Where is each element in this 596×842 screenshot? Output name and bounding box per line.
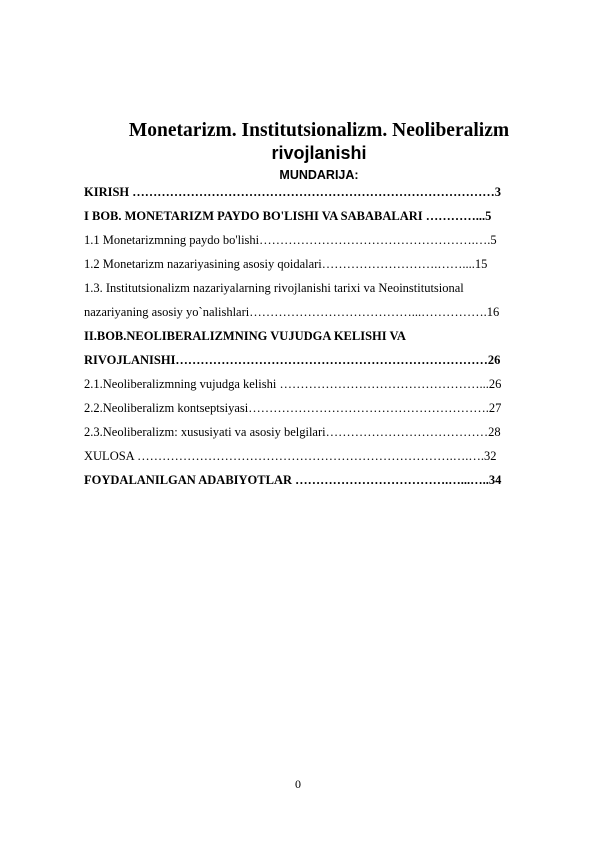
- title-line-2: rivojlanishi: [271, 143, 367, 163]
- toc-entry-section-1-2: 1.2 Monetarizm nazariyasining asosiy qoidalari……………………….……....15: [84, 257, 488, 271]
- title-line-1: Monetarizm. Institutsionalizm. Neoliberalizm: [128, 120, 510, 141]
- toc-entry-chapter-1: I BOB. MONETARIZM PAYDO BO'LISHI VA SABABALARI …………...5: [84, 209, 492, 223]
- toc-entry-section-1-3-cont: nazariyaning asosiy yo`nalishlari…………………………………...…………….16: [84, 305, 500, 319]
- toc-entry-section-1-1: 1.1 Monetarizmning paydo bo'lishi…………………………………………….….5: [84, 233, 497, 247]
- toc-entry-section-2-2: 2.2.Neoliberalizm kontseptsiyasi………………………………………………….27: [84, 401, 502, 415]
- toc-entry-section-2-3: 2.3.Neoliberalizm: xususiyati va asosiy belgilari…………………………………28: [84, 425, 501, 439]
- toc-entry-chapter-2-cont: RIVOJLANISHI…………………………………………………………………26: [84, 353, 501, 367]
- toc-entry-references: FOYDALANILGAN ADABIYOTLAR ……………………………….…...…..34: [84, 473, 502, 487]
- toc-entry-xulosa: XULOSA ………………………………………………………………….….….32: [84, 449, 497, 463]
- toc-entry-chapter-2: II.BOB.NEOLIBERALIZMNING VUJUDGA KELISHI VA: [84, 329, 406, 343]
- toc-entry-section-2-1: 2.1.Neoliberalizmning vujudga kelishi …………………………………………...26: [84, 377, 502, 391]
- toc-entry-section-1-3: 1.3. Institutsionalizm nazariyalarning rivojlanishi tarixi va Neoinstitutsional: [84, 281, 464, 295]
- contents-heading: MUNDARIJA:: [279, 168, 359, 182]
- document-title: [84, 120, 554, 164]
- toc-entry-kirish: KIRISH ……………………………………………………………………………3: [84, 185, 502, 199]
- page-number: 0: [295, 777, 301, 791]
